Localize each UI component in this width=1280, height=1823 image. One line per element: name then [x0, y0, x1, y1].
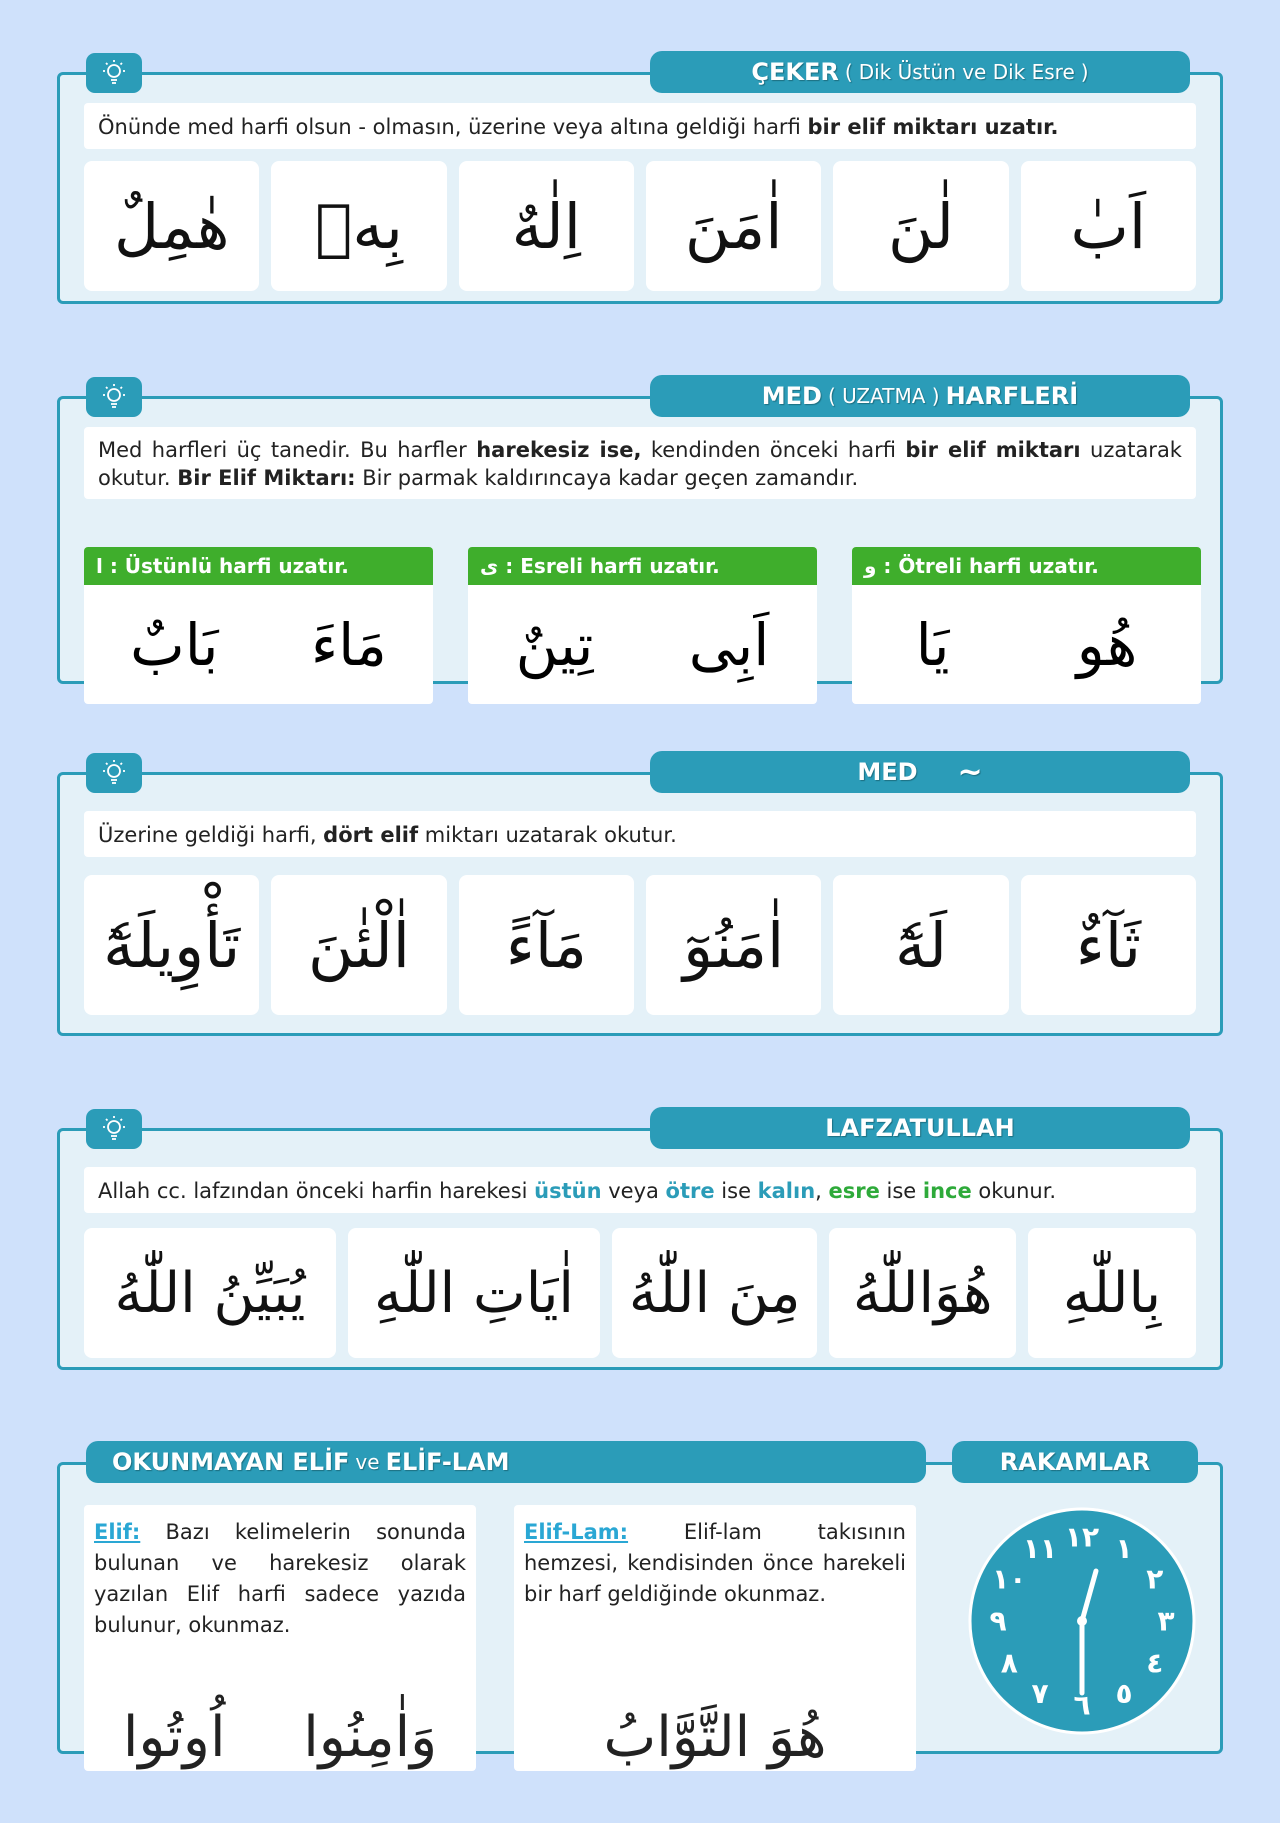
arabic-word-card: اِلٰهٌ [459, 161, 634, 291]
banner-title-a: MED [761, 382, 822, 410]
arabic-word-card: مَآءً [459, 875, 634, 1015]
desc-text: miktarı uzatarak okutur. [418, 823, 677, 847]
esreli-box [468, 547, 817, 704]
desc-text: Bir parmak kaldırıncaya kadar geçen zamandır. [355, 466, 859, 490]
arabic-word-card: بِاللّٰهِ [1028, 1228, 1196, 1358]
arabic-word-card: لٰنَ [833, 161, 1008, 291]
desc-text: Allah cc. lafzından önceki harfin harekesi [98, 1179, 535, 1203]
banner-subtitle: ( UZATMA ) [827, 384, 940, 408]
esreli-words [468, 585, 817, 704]
desc-text: ise [714, 1179, 758, 1203]
clock-digit: ٢ [1146, 1562, 1164, 1596]
ceker-description [84, 103, 1196, 149]
otreli-header: و : Ötreli harfi uzatır. [852, 547, 1201, 585]
arabic-numeral-clock [966, 1505, 1198, 1737]
lightbulb-icon [86, 377, 142, 417]
desc-kalin: kalın [757, 1179, 816, 1203]
elif-text: Bazı kelimelerin sonunda bulunan ve harekesiz olarak yazılan Elif harfi sadece yazıda bulunur, okunmaz. [94, 1520, 466, 1637]
desc-ince: ince [922, 1179, 972, 1203]
elif-lam-text: Elif-lam takısının hemzesi, kendisinden önce harekeli bir harf geldiğinde okunmaz. [524, 1520, 906, 1606]
lafzatullah-word-row [84, 1228, 1196, 1358]
elif-lam-box [514, 1505, 916, 1771]
desc-text: uzatarak okutur. [98, 438, 1182, 490]
elif-box [84, 1505, 476, 1771]
banner-paren-open: ( [844, 60, 853, 84]
med-section [57, 754, 1223, 1036]
ustunlu-box [84, 547, 433, 704]
desc-esre: esre [828, 1179, 880, 1203]
arabic-word-card: مِنَ اللّٰهُ [612, 1228, 817, 1358]
arabic-word-card: تَأْوِيلَهٗٓ [84, 875, 259, 1015]
desc-text: ise [879, 1179, 923, 1203]
desc-text: , [815, 1179, 829, 1203]
arabic-word-card: ثَآءٌ [1021, 875, 1196, 1015]
med-harfleri-section [57, 382, 1223, 684]
clock-digit: ٩ [989, 1604, 1007, 1638]
desc-text: Med harfleri üç tanedir. Bu harfler [98, 438, 477, 462]
arabic-word: يَا [915, 610, 950, 679]
clock-digit: ٥ [1115, 1677, 1133, 1711]
arabic-word-card: اَبٰ [1021, 161, 1196, 291]
otreli-box [852, 547, 1201, 704]
elif-lam-label: Elif-Lam: [524, 1520, 629, 1544]
ustunlu-words [84, 585, 433, 704]
banner-title: MED [857, 758, 918, 786]
lightbulb-icon [86, 53, 142, 93]
med-banner [650, 751, 1190, 793]
clock-digit: ١٢ [1064, 1520, 1100, 1554]
banner-ve: ve [355, 1450, 380, 1474]
med-harfleri-banner [650, 375, 1190, 417]
lightbulb-icon [86, 1109, 142, 1149]
clock-digit: ١٠ [992, 1562, 1027, 1596]
desc-text: Üzerine geldiği harfi, [98, 823, 324, 847]
desc-bold: Bir Elif Miktarı: [177, 466, 356, 490]
banner-title-b: ELİF-LAM [385, 1448, 510, 1476]
med-description [84, 811, 1196, 857]
rakamlar-banner [952, 1441, 1198, 1483]
lafzatullah-banner [650, 1107, 1190, 1149]
banner-title-b: HARFLERİ [945, 382, 1079, 410]
arabic-word-card: هُوَاللّٰهُ [829, 1228, 1016, 1358]
banner-paren-close: ) [1080, 60, 1089, 84]
desc-bold: bir elif miktarı uzatır. [807, 115, 1059, 139]
ceker-banner [650, 51, 1190, 93]
otreli-words [852, 585, 1201, 704]
arabic-word: بَابٌ [130, 610, 219, 679]
desc-otre: ötre [665, 1179, 715, 1203]
lightbulb-icon [86, 753, 142, 793]
med-word-row [84, 875, 1196, 1015]
elif-label: Elif: [94, 1520, 141, 1544]
clock-digit: ٨ [1000, 1646, 1018, 1680]
arabic-word: اَبِى [688, 610, 770, 679]
okunmayan-banner [86, 1441, 926, 1483]
arabic-word: اُوتُوا [122, 1705, 226, 1770]
med-harfleri-description [84, 427, 1196, 499]
arabic-word-card: لَهٗٓ [833, 875, 1008, 1015]
rakamlar-title: RAKAMLAR [999, 1448, 1151, 1476]
clock-digit: ٤ [1146, 1646, 1164, 1680]
desc-ustun: üstün [534, 1179, 602, 1203]
banner-subtitle: Dik Üstün ve Dik Esre [858, 60, 1075, 84]
ceker-word-row [84, 161, 1196, 291]
clock-digit: ٧ [1031, 1677, 1049, 1711]
arabic-word: تِينٌ [515, 610, 594, 679]
banner-title: LAFZATULLAH [825, 1114, 1015, 1142]
arabic-word-card: اٰيَاتِ اللّٰهِ [348, 1228, 600, 1358]
arabic-word-card: اٰمَنُوٓ [646, 875, 821, 1015]
ceker-section [57, 58, 1223, 304]
med-mark: ~ [957, 754, 983, 790]
arabic-word: هُو [1076, 610, 1138, 679]
arabic-word: هُوَ التَّوَّابُ [603, 1705, 827, 1770]
clock-digit: ٣ [1157, 1604, 1175, 1638]
clock-digit: ١ [1115, 1531, 1133, 1565]
desc-text: Önünde med harfi olsun - olmasın, üzerine veya altına geldiği harfi [98, 115, 808, 139]
okunmayan-elif-section [57, 1448, 1223, 1770]
desc-text: kendinden önceki harfi [641, 438, 906, 462]
clock-digit: ١١ [1022, 1531, 1058, 1565]
desc-bold: bir elif miktarı [905, 438, 1081, 462]
arabic-word-card: هٰمِلٌ [84, 161, 259, 291]
clock-digit: ٦ [1073, 1688, 1091, 1722]
arabic-word-card: بِهٖ [271, 161, 446, 291]
desc-bold: harekesiz ise, [476, 438, 642, 462]
arabic-word-card: اٰمَنَ [646, 161, 821, 291]
arabic-word-card: اٰلْئٰنَ [271, 875, 446, 1015]
desc-text: okunur. [971, 1179, 1057, 1203]
desc-bold: dört elif [323, 823, 419, 847]
arabic-word-card: يُبَيِّنُ اللّٰهُ [84, 1228, 336, 1358]
lafzatullah-section [57, 1114, 1223, 1370]
elif-words [84, 1705, 476, 1770]
ustunlu-header: ا : Üstünlü harfi uzatır. [84, 547, 433, 585]
banner-title: ÇEKER [751, 58, 839, 86]
banner-title-a: OKUNMAYAN ELİF [112, 1448, 350, 1476]
arabic-word: وَاٰمِنُوا [303, 1705, 438, 1770]
lafzatullah-description [84, 1167, 1196, 1213]
elif-lam-words [514, 1705, 916, 1770]
esreli-header: ى : Esreli harfi uzatır. [468, 547, 817, 585]
arabic-word: مَاءَ [310, 610, 387, 679]
desc-text: veya [601, 1179, 666, 1203]
